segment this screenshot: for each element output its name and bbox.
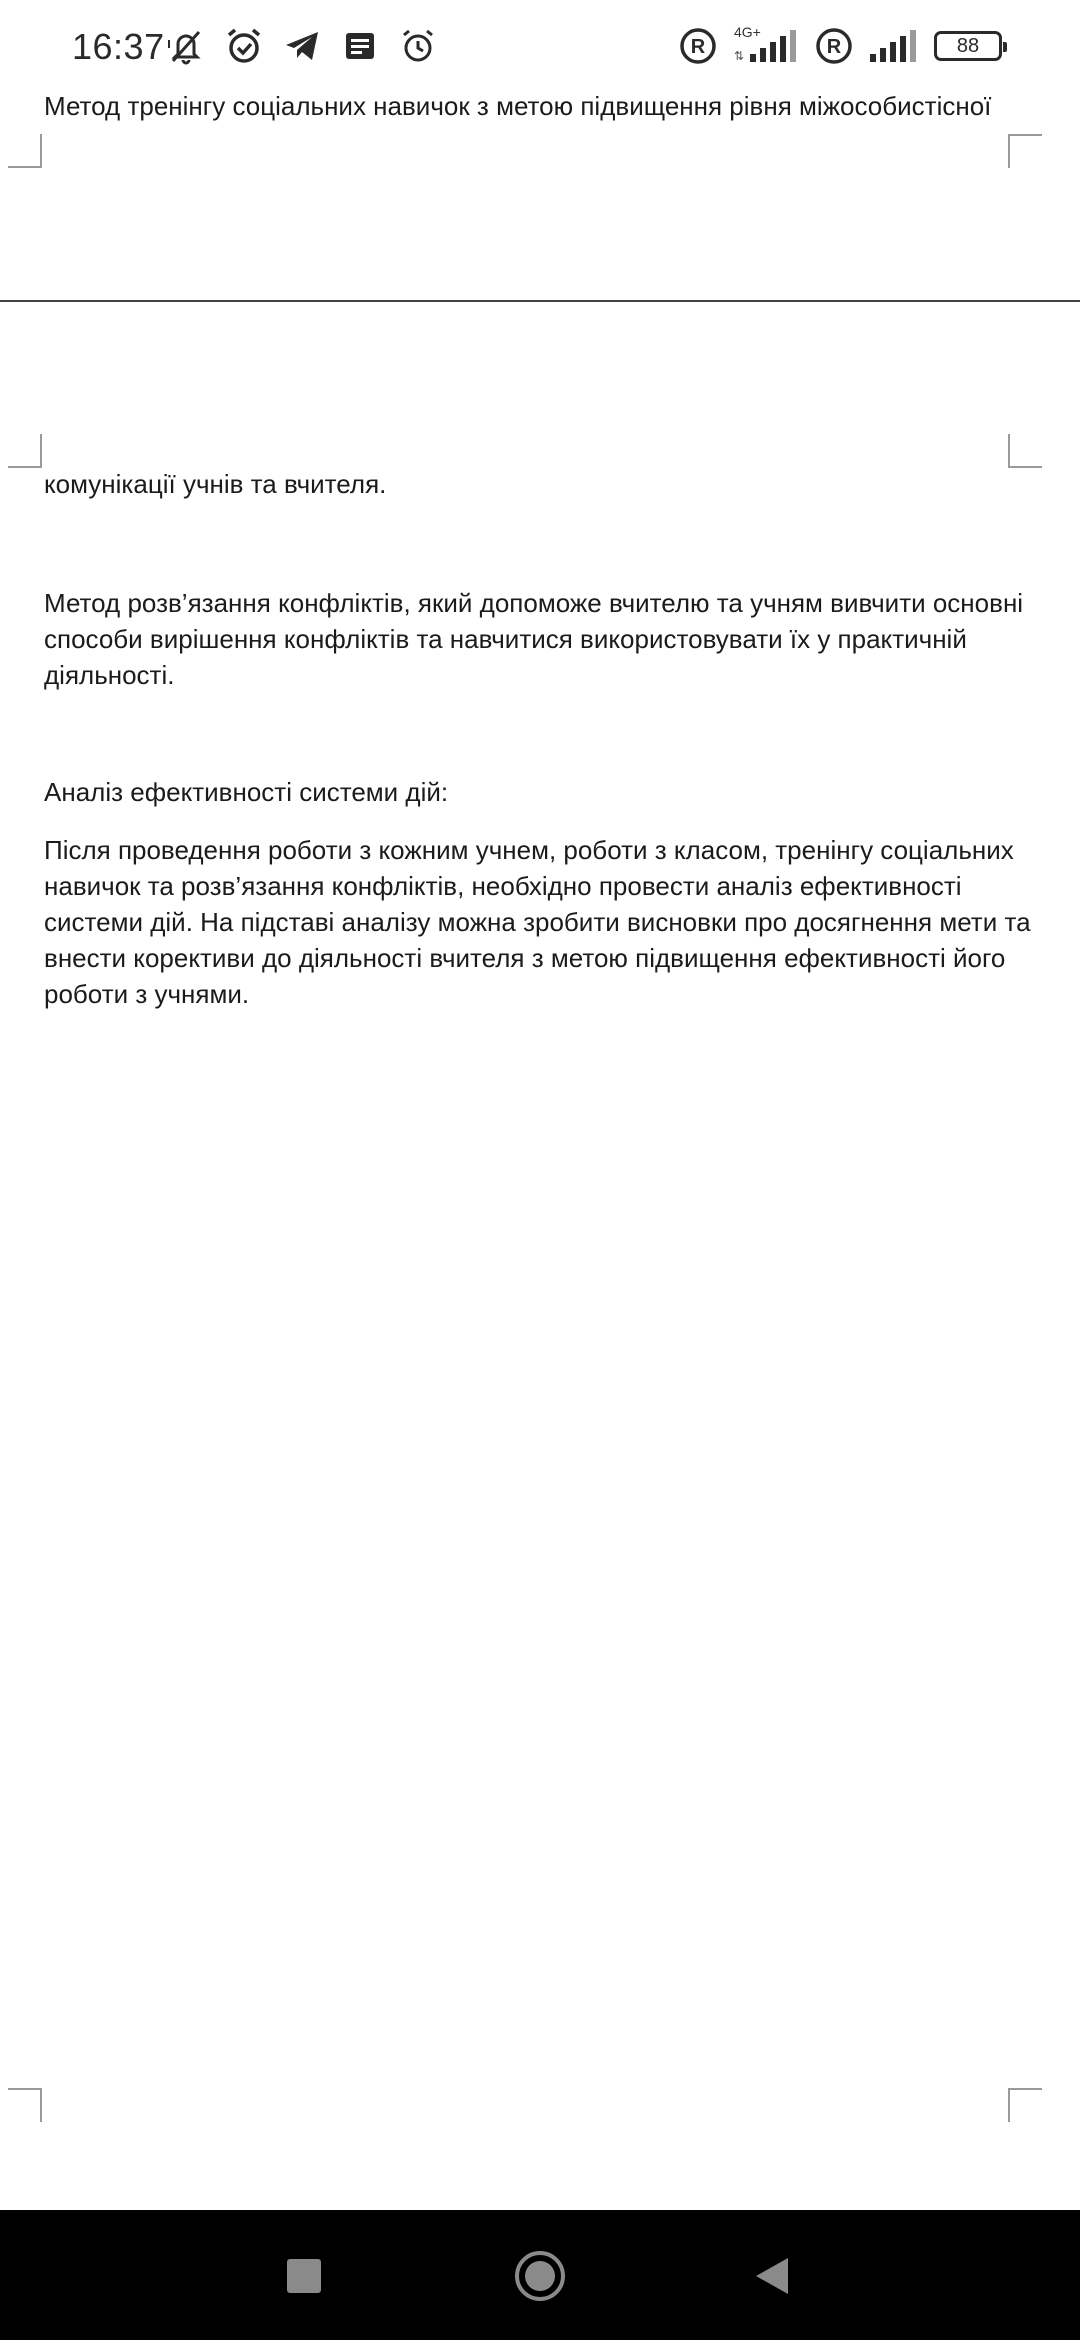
- status-bar: [0, 0, 1080, 90]
- circle-icon: [512, 2248, 568, 2304]
- back-triangle-icon: [752, 2256, 792, 2296]
- svg-text:⇅: ⇅: [734, 49, 745, 63]
- svg-text:R: R: [690, 36, 706, 58]
- signal-icon: [732, 26, 800, 66]
- roaming-icon: [814, 26, 854, 66]
- notification-icons: [166, 26, 438, 66]
- square-icon: [286, 2258, 322, 2294]
- page-margin-mark: [1008, 134, 1042, 168]
- page-margin-mark: [8, 2088, 42, 2122]
- page-margin-mark: [1008, 2088, 1042, 2122]
- navigation-bar: [0, 2210, 1080, 2340]
- page-margin-mark: [8, 134, 42, 168]
- battery-level: 88: [956, 34, 980, 57]
- doc-paragraph-analysis: Після проведення роботи з кожним учнем, роботи з класом, тренінгу соціальних навичок та розв’язання конфліктів, необхідно провести аналіз ефективності системи дій. На підставі аналізу можна зробити висновки про досягнення мети та внести корективи до діяльності вчителя з метою підвищення ефективності його роботи з учнями.: [44, 835, 1031, 1009]
- back-button[interactable]: [744, 2248, 800, 2304]
- page-margin-mark: [8, 434, 42, 468]
- muted-bell-icon: [166, 26, 206, 66]
- network-type-label: 4G+: [734, 24, 761, 40]
- svg-text:R: R: [826, 36, 842, 58]
- message-icon: [340, 26, 380, 66]
- system-icons: [678, 26, 1002, 66]
- alarm-clock-icon: [224, 26, 264, 66]
- mobile-network: [732, 26, 800, 66]
- telegram-icon: [282, 26, 322, 66]
- signal-icon: [868, 26, 920, 66]
- page-margin-mark: [1008, 434, 1042, 468]
- recent-apps-button[interactable]: [276, 2248, 332, 2304]
- alarm-icon: [398, 26, 438, 66]
- doc-heading-analysis: Аналіз ефективності системи дій:: [44, 777, 449, 807]
- status-time: 16:37: [72, 26, 165, 67]
- doc-line-continuation: комунікації учнів та вчителя.: [44, 469, 387, 499]
- page-divider: [0, 300, 1080, 302]
- roaming-icon: [678, 26, 718, 66]
- doc-line-page1: Метод тренінгу соціальних навичок з метою підвищення рівня міжособистісної: [44, 91, 992, 121]
- battery-icon: [934, 31, 1002, 61]
- home-button[interactable]: [512, 2248, 568, 2304]
- doc-paragraph-conflict: Метод розв’язання конфліктів, який допоможе вчителю та учням вивчити основні способи вирішення конфліктів та навчитися використовувати їх у практичній діяльності.: [44, 588, 1024, 690]
